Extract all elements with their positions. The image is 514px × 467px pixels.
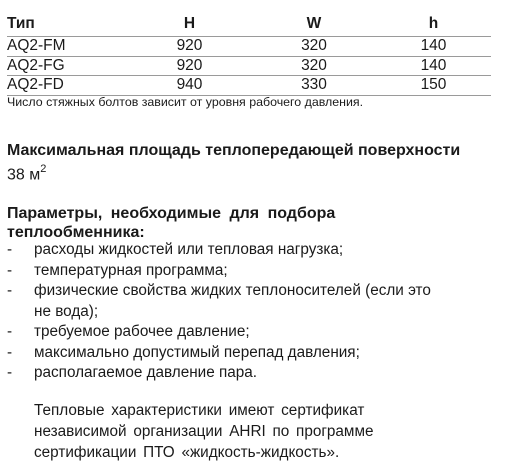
list-item [7,281,507,302]
params-heading-line-2: теплообменника: [7,224,145,241]
header-type: Тип [7,12,127,37]
list-item [7,363,507,384]
cell-h-lower: 140 [376,37,491,57]
list-item [7,322,507,343]
header-h-lower: h [376,12,491,37]
max-area-number: 38 м [7,166,41,184]
list-item-text: расходы жидкостей или тепловая нагрузка; [34,241,344,258]
cell-h-upper: 920 [127,37,252,57]
table-row [7,76,491,96]
max-area-superscript: 2 [40,163,47,175]
certification-line-3: сертификации ПТО «жидкость-жидкость». [34,444,340,461]
cell-type: AQ2-FM [7,37,127,57]
max-area-heading: Максимальная площадь теплопередающей поверхности [7,142,461,159]
cell-h-lower: 140 [376,56,491,76]
list-item [7,343,507,364]
table-row [7,56,491,76]
max-area-value [7,164,46,184]
table-header-row [7,12,491,37]
cell-type: AQ2-FD [7,76,127,96]
table-row [7,37,491,57]
bullet-dash: - [7,343,13,361]
cell-h-lower: 150 [376,76,491,96]
params-list [7,240,507,384]
list-item [7,240,507,261]
params-heading [7,204,335,242]
bullet-dash: - [7,323,13,340]
cell-type: AQ2-FG [7,56,127,76]
list-item [7,261,507,282]
list-item-text: не вода); [34,302,99,320]
bullet-dash: - [7,261,13,279]
list-item-text: располагаемое давление пара. [34,364,258,381]
cell-w: 320 [252,56,376,76]
list-item-text: требуемое рабочее давление; [34,323,250,340]
list-item-continuation [7,302,507,323]
table-footnote: Число стяжных болтов зависит от уровня рабочего давления. [7,95,364,109]
bullet-dash: - [7,282,13,299]
dimensions-table [7,12,491,96]
params-heading-line-1: Параметры, необходимые для подбора [7,205,336,222]
header-w: W [252,12,376,37]
list-item-text: максимально допустимый перепад давления; [34,343,360,361]
certification-paragraph [34,400,504,463]
bullet-dash: - [7,364,13,381]
header-h-upper: H [127,12,252,37]
cell-w: 330 [252,76,376,96]
certification-line-1: Тепловые характеристики имеют сертификат [34,402,365,419]
bullet-dash: - [7,241,13,258]
cell-h-upper: 940 [127,76,252,96]
cell-w: 320 [252,37,376,57]
list-item-text: физические свойства жидких теплоносителей (если это [34,282,431,299]
list-item-text: температурная программа; [34,261,228,279]
certification-line-2: независимой организации AHRI по программе [34,423,374,440]
cell-h-upper: 920 [127,56,252,76]
